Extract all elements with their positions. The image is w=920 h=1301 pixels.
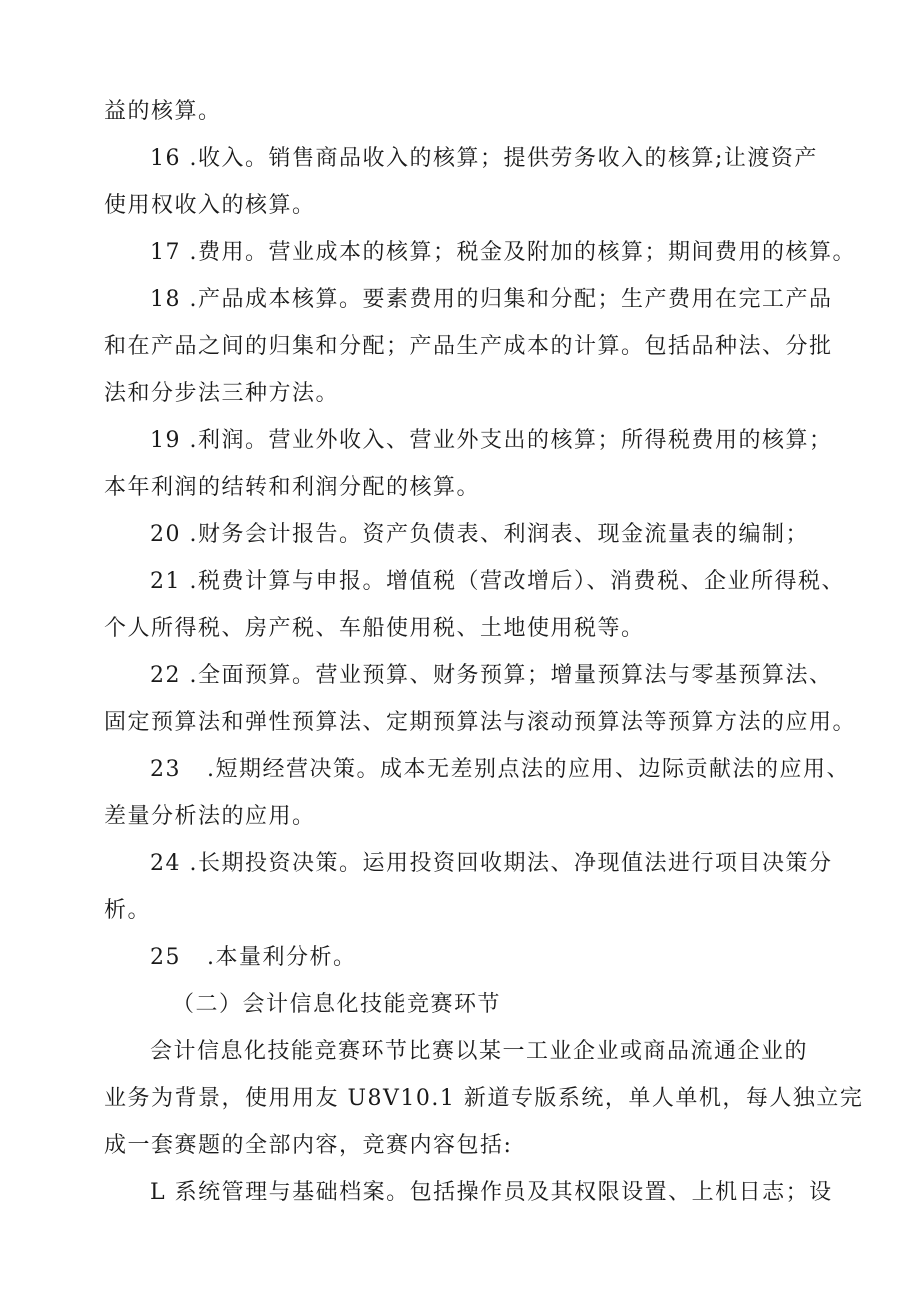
text-line: 会计信息化技能竞赛环节比赛以某一工业企业或商品流通企业的 [150, 1039, 809, 1064]
item-number: 23 [150, 757, 181, 782]
text-line: 使用权收入的核算。 [104, 193, 316, 218]
document-page [104, 98, 864, 1226]
item-text: .本量利分析。 [207, 945, 357, 970]
text-line: 固定预算法和弹性预算法、定期预算法与滚动预算法等预算方法的应用。 [104, 710, 857, 735]
text-line-numbered [104, 756, 850, 783]
text-line: 16 .收入。销售商品收入的核算；提供劳务收入的核算;让渡资产 [150, 146, 818, 171]
section-heading: （二）会计信息化技能竞赛环节 [172, 992, 502, 1017]
text-line: 成一套赛题的全部内容，竞赛内容包括: [104, 1133, 513, 1158]
text-line: 差量分析法的应用。 [104, 804, 316, 829]
text-line: 21 .税费计算与申报。增值税（营改增后）、消费税、企业所得税、 [150, 569, 845, 594]
text-line: 24 .长期投资决策。运用投资回收期法、净现值法进行项目决策分 [150, 851, 833, 876]
text-line: 20 .财务会计报告。资产负债表、利润表、现金流量表的编制； [150, 522, 809, 547]
text-line: 益的核算。 [104, 99, 222, 124]
text-line: 22 .全面预算。营业预算、财务预算；增量预算法与零基预算法、 [150, 663, 833, 688]
text-line: 个人所得税、房产税、车船使用税、土地使用税等。 [104, 616, 645, 641]
text-line: 18 .产品成本核算。要素费用的归集和分配；生产费用在完工产品 [150, 287, 833, 312]
text-line: 法和分步法三种方法。 [104, 381, 340, 406]
text-line: L 系统管理与基础档案。包括操作员及其权限设置、上机日志；设 [150, 1180, 833, 1205]
text-line-numbered [104, 944, 834, 971]
item-number: 25 [150, 945, 181, 970]
text-line: 和在产品之间的归集和分配；产品生产成本的计算。包括品种法、分批 [104, 334, 833, 359]
text-line: 析。 [104, 898, 152, 923]
text-line: 本年利润的结转和利润分配的核算。 [104, 475, 481, 500]
text-line: 业务为背景，使用用友 U8V10.1 新道专版系统，单人单机，每人独立完 [104, 1086, 864, 1111]
item-text: .短期经营决策。成本无差别点法的应用、边际贡献法的应用、 [207, 757, 850, 782]
text-line: 19 .利润。营业外收入、营业外支出的核算；所得税费用的核算； [150, 428, 833, 453]
text-line: 17 .费用。营业成本的核算；税金及附加的核算；期间费用的核算。 [150, 240, 856, 265]
